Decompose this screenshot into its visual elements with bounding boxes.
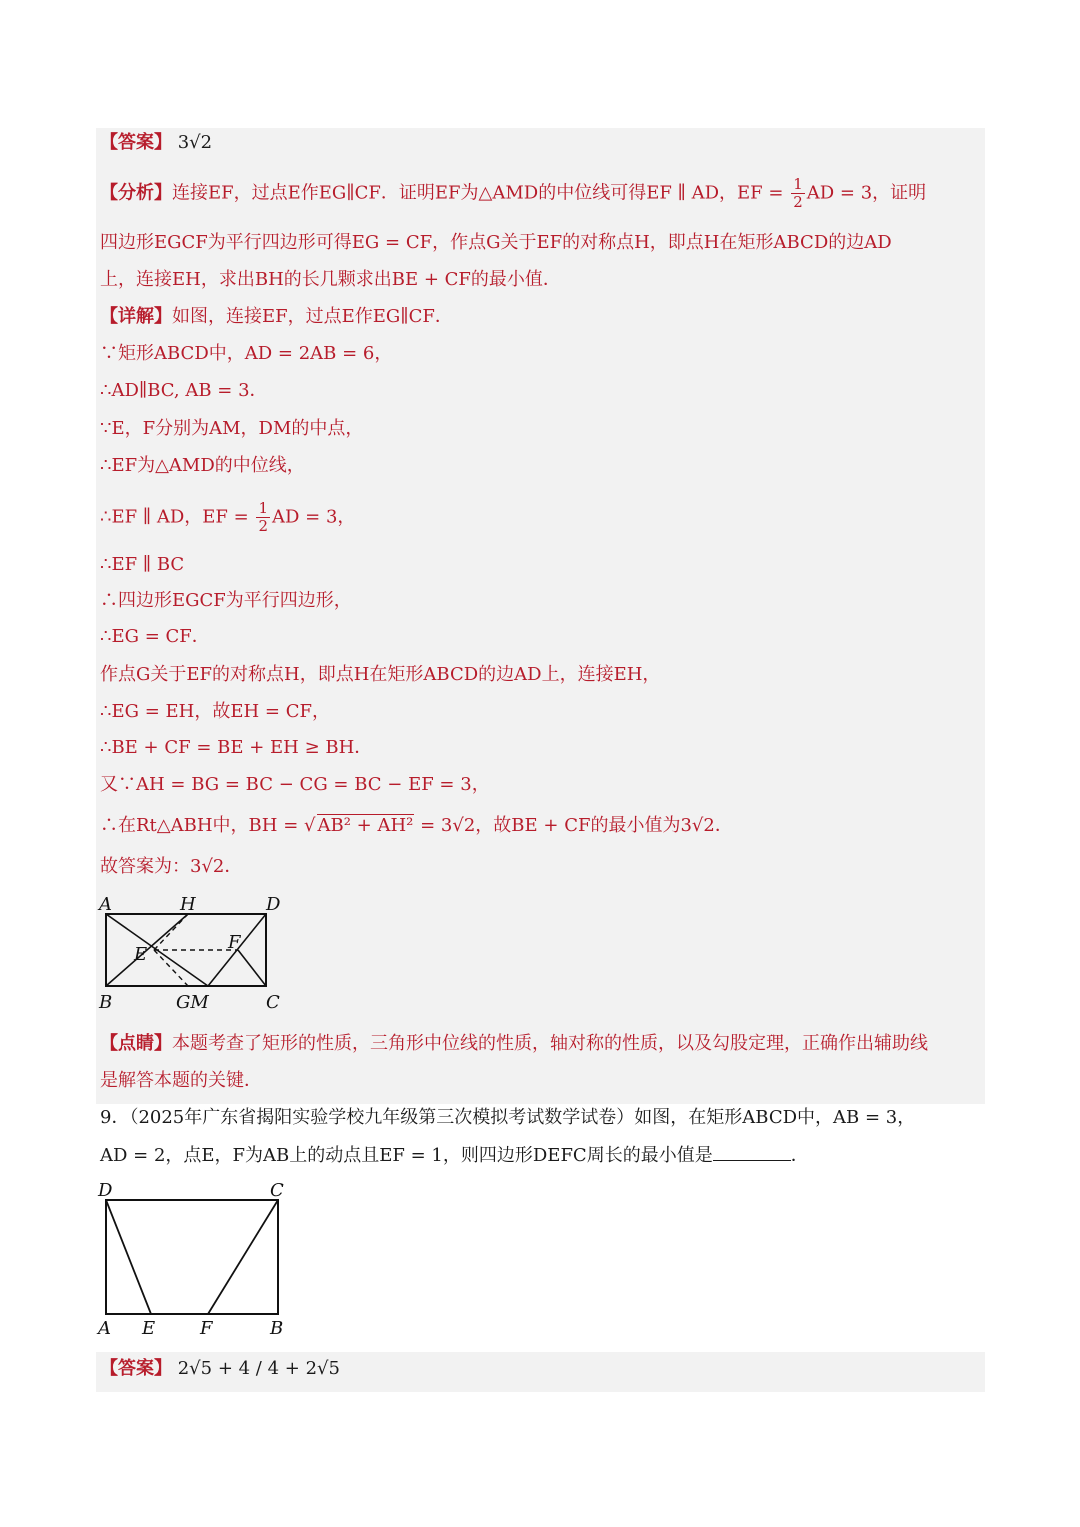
label-C: C [266,992,280,1013]
label-E: E [134,944,148,965]
figure-rectangle-1 [96,890,286,1016]
question-9-text-2a: AD = 2，点E，F为AB上的动点且EF = 1，则四边形DEFC周长的最小值是 [100,1145,713,1166]
detail-text-5a: ∴EF ∥ AD，EF = [100,506,249,528]
frac-num-2: 1 [258,499,268,517]
label-GM: GM [176,992,209,1013]
question-9-line-1: 9．（2025年广东省揭阳实验学校九年级第三次模拟考试数学试卷）如图，在矩形ABCD中，AB = 3， [100,1107,916,1128]
fraction-half-2 [256,500,270,535]
detail-line-4: ∴EF为△AMD的中位线， [100,455,305,476]
analysis-line-1 [100,176,926,211]
detail-line-12: 又∵AH = BG = BC − CG = BC − EF = 3， [100,774,490,795]
label-F: F [228,932,241,953]
detail-line-10: ∴EG = EH，故EH = CF， [100,701,330,722]
detail-text-13b: = 3√2，故BE + CF的最小值为3√2． [420,815,733,836]
analysis-text-1a: 连接EF，过点E作EG∥CF．证明EF为△AMD的中位线可得EF ∥ AD，EF = [172,182,784,204]
radical-sign: √ [304,815,316,836]
question-9-line-2 [100,1142,809,1169]
question-9-answer [100,1356,340,1382]
comment-line-1 [100,1031,928,1057]
analysis-text-1b: AD = 3，证明 [806,182,927,204]
comment-line-2: 是解答本题的关键． [100,1070,262,1091]
detail-line-8: ∴EG = CF． [100,626,210,647]
detail-line-9: 作点G关于EF的对称点H，即点H在矩形ABCD的边AD上，连接EH， [100,664,661,685]
detail-line-7: ∴四边形EGCF为平行四边形， [100,590,352,611]
detail-line-3: ∵E，F分别为AM，DM的中点， [100,418,364,439]
answer-blank [713,1142,791,1161]
detail-line-14: 故答案为：3√2． [100,856,243,877]
fraction-half [791,176,805,211]
label-D2: D [98,1180,113,1201]
detail-line-6: ∴EF ∥ BC [100,554,185,575]
comment-tag: 【点睛】 [100,1033,172,1054]
detail-tag: 【详解】 [100,306,172,327]
label-D: D [266,894,281,915]
answer-tag: 【答案】 [100,132,172,153]
detail-line-11: ∴BE + CF = BE + EH ≥ BH． [100,737,373,758]
analysis-line-2: 四边形EGCF为平行四边形可得EG = CF，作点G关于EF的对称点H，即点H在矩形ABCD的边AD [100,232,892,253]
comment-text-1: 本题考查了矩形的性质，三角形中位线的性质，轴对称的性质，以及勾股定理，正确作出辅助线 [172,1033,928,1054]
label-A2: A [98,1318,111,1339]
detail-text-13a: ∴在Rt△ABH中，BH = [100,815,299,836]
radicand: AB² + AH² [317,815,414,836]
detail-line-1: ∵矩形ABCD中，AD = 2AB = 6， [100,343,393,364]
label-A: A [99,894,112,915]
label-H: H [180,894,196,915]
answer-tag-2: 【答案】 [100,1358,172,1379]
label-E2: E [142,1318,156,1339]
frac-num: 1 [793,175,803,193]
label-F2: F [200,1318,213,1339]
detail-text-0: 如图，连接EF，过点E作EG∥CF． [172,306,453,327]
frac-den-2: 2 [258,517,268,535]
label-B2: B [270,1318,284,1339]
detail-line-0 [100,304,453,330]
detail-text-5b: AD = 3， [271,506,356,528]
detail-line-13 [100,813,733,839]
answer-value-2: 2√5 + 4 / 4 + 2√5 [177,1358,340,1379]
answer-value: 3√2 [177,132,213,153]
label-C2: C [270,1180,284,1201]
detail-line-5 [100,500,355,535]
detail-line-2: ∴AD∥BC, AB = 3． [100,380,268,401]
label-B: B [99,992,113,1013]
frac-den: 2 [793,193,803,211]
figure-rectangle-2 [94,1176,294,1342]
analysis-line-3: 上，连接EH，求出BH的长几颗求出BE + CF的最小值． [100,269,561,290]
answer-line [100,130,212,156]
analysis-tag: 【分析】 [100,182,172,204]
question-9-text-2b: ． [790,1145,809,1166]
